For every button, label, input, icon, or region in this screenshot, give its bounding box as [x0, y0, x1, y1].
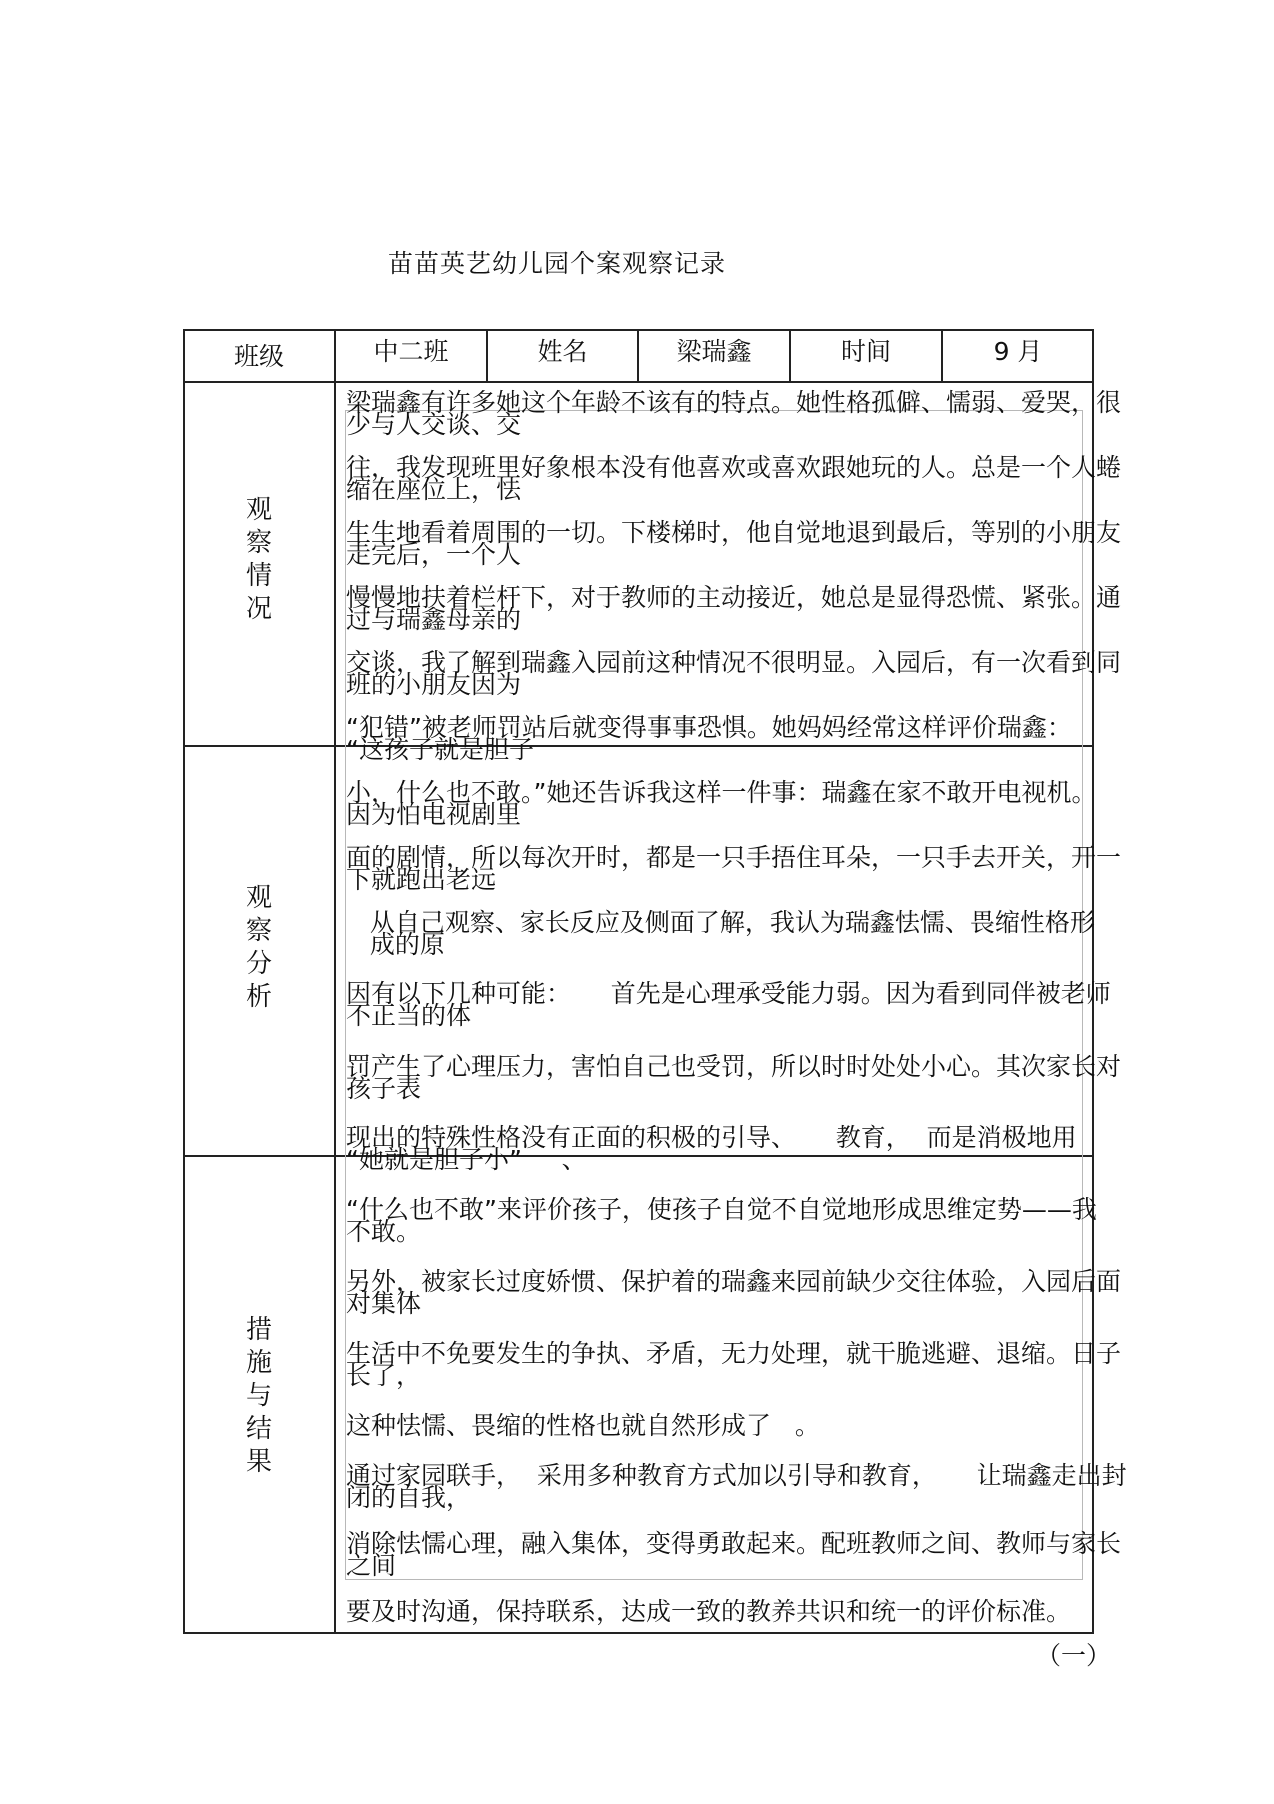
observation-label-char: 察 — [245, 528, 272, 558]
text-line: 梁瑞鑫有许多她这个年龄不该有的特点。她性格孤僻、懦弱、爱哭，很 — [346, 388, 1122, 417]
page-number: （一） — [1036, 1641, 1112, 1670]
time-label: 时间 — [840, 337, 891, 366]
measures-label-char: 与 — [245, 1381, 272, 1411]
class-value: 中二班 — [373, 337, 449, 366]
measures-label-char: 施 — [245, 1348, 272, 1378]
text-line-wrap: 缩在座位上，怯 — [346, 475, 522, 504]
text-line-pair — [346, 910, 1176, 981]
observation-label-char: 情 — [245, 561, 272, 591]
measures-label-char: 果 — [245, 1447, 272, 1477]
text-line-pair — [346, 1125, 1176, 1197]
text-line-pair — [346, 780, 1176, 845]
text-line-wrap: 成的原 — [346, 930, 445, 959]
name-value: 梁瑞鑫 — [676, 337, 752, 366]
text-line-wrap: 孩子表 — [346, 1074, 422, 1103]
text-line: 面的剧情，所以每次开时，都是一只手捂住耳朵，一只手去开关，开一 — [346, 843, 1122, 872]
measures-row-label — [183, 1314, 335, 1479]
text-line: 生生地看着周围的一切。下楼梯时，他自觉地退到最后，等别的小朋友 — [346, 518, 1122, 547]
record-body-text — [346, 390, 1176, 1639]
class-label: 班级 — [233, 342, 284, 371]
measures-label-char: 措 — [245, 1315, 272, 1345]
text-line-wrap: 闭的自我， — [346, 1483, 472, 1512]
text-line-pair — [346, 650, 1176, 715]
text-line: 消除怯懦心理，融入集体，变得勇敢起来。配班教师之间、教师与家长 — [346, 1529, 1122, 1558]
name-label: 姓名 — [537, 337, 588, 366]
text-line-wrap: 下就跑出老远 — [346, 865, 497, 894]
analysis-label-char: 析 — [245, 982, 272, 1012]
text-line-wrap: 因为怕电视剧里 — [346, 800, 522, 829]
text-line: 通过家园联手， 采用多种教育方式加以引导和教育， 让瑞鑫走出封 — [346, 1461, 1127, 1490]
text-line-pair — [346, 1341, 1176, 1413]
analysis-label-char: 分 — [245, 949, 272, 979]
text-line-pair — [346, 715, 1176, 780]
text-line-pair — [346, 390, 1176, 455]
text-line: 小，什么也不敢。”她还告诉我这样一件事：瑞鑫在家不敢开电视机。 — [346, 778, 1097, 807]
text-line-pair — [346, 1463, 1176, 1531]
text-line: 要及时沟通，保持联系，达成一致的教养共识和统一的评价标准。 — [346, 1597, 1072, 1626]
text-line-pair — [346, 585, 1176, 650]
analysis-row-label — [183, 882, 335, 1014]
text-line-pair — [346, 1413, 1176, 1463]
measures-label-char: 结 — [245, 1414, 272, 1444]
text-line-wrap: 班的小朋友因为 — [346, 670, 522, 699]
text-line: 另外，被家长过度娇惯、保护着的瑞鑫来园前缺少交往体验，入园后面 — [346, 1267, 1122, 1296]
text-line-wrap: 不正当的体 — [346, 1001, 472, 1030]
text-line: “犯错”被老师罚站后就变得事事恐惧。她妈妈经常这样评价瑞鑫： — [346, 713, 1072, 742]
text-line: 因有以下几种可能： 首先是心理承受能力弱。因为看到同伴被老师 — [346, 979, 1111, 1008]
text-line-wrap: 长了， — [346, 1361, 422, 1390]
observation-row-label — [183, 494, 335, 626]
text-line: 从自己观察、家长反应及侧面了解，我认为瑞鑫怯懦、畏缩性格形 — [346, 908, 1095, 937]
observation-label-char: 观 — [245, 495, 272, 525]
text-line-wrap: 之间 — [346, 1551, 397, 1580]
text-line-wrap: 对集体 — [346, 1289, 422, 1318]
text-line: 慢慢地扶着栏杆下，对于教师的主动接近，她总是显得恐慌、紧张。通 — [346, 583, 1122, 612]
text-line: “什么也不敢”来评价孩子，使孩子自觉不自觉地形成思维定势——我 — [346, 1195, 1097, 1224]
text-line: 交谈，我了解到瑞鑫入园前这种情况不很明显。入园后，有一次看到同 — [346, 648, 1122, 677]
text-line: 罚产生了心理压力，害怕自己也受罚，所以时时处处小心。其次家长对 — [346, 1052, 1122, 1081]
text-line-pair — [346, 1054, 1176, 1125]
text-line-wrap: 过与瑞鑫母亲的 — [346, 605, 522, 634]
text-line-pair — [346, 845, 1176, 910]
text-line-wrap: 不敢。 — [346, 1217, 422, 1246]
text-line-wrap: “她就是胆子小” 、 — [346, 1145, 587, 1174]
text-line-wrap: “这孩子就是胆子 — [346, 735, 534, 764]
text-line-pair — [346, 1269, 1176, 1341]
time-value: 9 月 — [993, 337, 1043, 366]
text-line-pair — [346, 1599, 1176, 1639]
text-line-wrap: 少与人交谈、交 — [346, 410, 522, 439]
analysis-label-char: 察 — [245, 916, 272, 946]
text-line: 现出的特殊性格没有正面的积极的引导、 教育， 而是消极地用 — [346, 1123, 1077, 1152]
text-line-pair — [346, 981, 1176, 1054]
text-line: 往，我发现班里好象根本没有他喜欢或喜欢跟她玩的人。总是一个人蜷 — [346, 453, 1122, 482]
observation-label-char: 况 — [245, 594, 272, 624]
page-title: 苗苗英艺幼儿园个案观察记录 — [388, 249, 727, 278]
text-line-pair — [346, 520, 1176, 585]
text-line-pair — [346, 455, 1176, 520]
text-line: 生活中不免要发生的争执、矛盾，无力处理，就干脆逃避、退缩。日子 — [346, 1339, 1122, 1368]
analysis-label-char: 观 — [245, 883, 272, 913]
text-line-wrap: 走完后，一个人 — [346, 540, 522, 569]
text-line-pair — [346, 1197, 1176, 1269]
text-line-pair — [346, 1531, 1176, 1599]
header-bottom-rule — [183, 381, 1094, 383]
text-line: 这种怯懦、畏缩的性格也就自然形成了 。 — [346, 1411, 820, 1440]
